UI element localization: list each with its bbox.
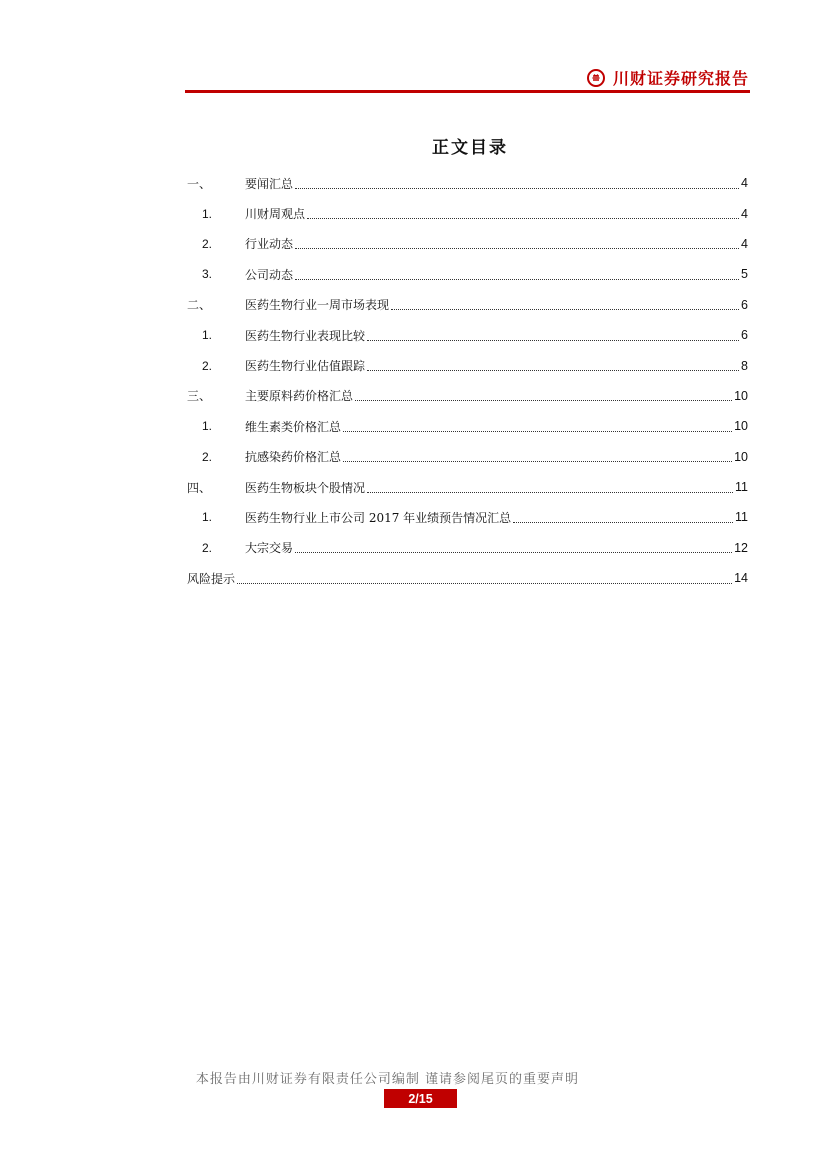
toc-leader-dots [367,492,733,493]
toc-entry-page: 6 [741,297,748,312]
toc-entry-label: 大宗交易 [245,541,294,556]
toc-entry-number: 2. [202,236,213,251]
toc-title: 正文目录 [432,138,508,158]
toc-entry[interactable] [187,381,748,411]
toc-entry-label: 医药生物行业估值跟踪 [245,359,366,374]
toc-entry[interactable] [187,502,748,532]
toc-entry-number: 1. [202,206,213,221]
toc-entry[interactable] [187,320,748,350]
toc-entry[interactable] [187,533,748,563]
toc-entry-label: 医药生物行业一周市场表现 [245,298,390,313]
toc-leader-dots [295,188,739,189]
toc-entry-page: 10 [734,388,748,403]
toc-entry[interactable] [187,350,748,380]
footer-disclaimer: 本报告由川财证券有限责任公司编制 谨请参阅尾页的重要声明 [195,1072,580,1087]
toc-entry-page: 8 [741,358,748,373]
toc-entry-label: 风险提示 [187,571,236,586]
toc-entry[interactable] [187,259,748,289]
toc-entry-page: 4 [741,236,748,251]
toc-entry-page: 4 [741,176,748,191]
toc-leader-dots [237,583,732,584]
toc-entry[interactable] [187,198,748,228]
toc-entry-label: 医药生物板块个股情况 [245,480,366,495]
toc-entry-label: 要闻汇总 [245,176,294,191]
toc-entry[interactable] [187,442,748,472]
toc-entry[interactable] [187,229,748,259]
toc-entry-label: 主要原料药价格汇总 [245,389,354,404]
toc-entry-number: 四、 [187,480,212,495]
toc-leader-dots [367,370,739,371]
toc-entry-label: 抗感染药价格汇总 [245,450,342,465]
toc-leader-dots [513,522,733,523]
toc-entry-page: 5 [741,267,748,282]
toc-entry-label: 行业动态 [245,237,294,252]
toc-entry-number: 1. [202,510,213,525]
toc-entry[interactable] [187,168,748,198]
toc-entry-number: 2. [202,540,213,555]
toc-entry-label: 公司动态 [245,267,294,282]
toc-leader-dots [355,400,732,401]
toc-entry-label: 医药生物行业上市公司 2017 年业绩预告情况汇总 [245,510,512,525]
toc-entry-label: 川财周观点 [245,207,306,222]
toc-leader-dots [343,431,732,432]
toc-entry-label: 维生素类价格汇总 [245,419,342,434]
toc-entry[interactable] [187,563,748,593]
toc-entry-page: 14 [734,571,748,586]
toc-entry-page: 11 [735,480,748,495]
toc-entry-number: 三、 [187,389,212,404]
toc-entry[interactable] [187,411,748,441]
toc-entry-page: 11 [735,510,748,525]
page-number-badge: 2/15 [384,1089,457,1108]
toc-leader-dots [295,552,732,553]
toc-entry-page: 6 [741,328,748,343]
toc-entry[interactable] [187,472,748,502]
toc-entry-number: 1. [202,419,213,434]
toc-leader-dots [343,461,732,462]
toc-entry-label: 医药生物行业表现比较 [245,328,366,343]
toc-entry-page: 10 [734,449,748,464]
toc-entry-page: 10 [734,419,748,434]
toc-leader-dots [307,218,739,219]
toc-entry-number: 2. [202,449,213,464]
table-of-contents [187,168,748,593]
toc-entry-number: 3. [202,267,213,282]
toc-entry[interactable] [187,290,748,320]
toc-entry-number: 1. [202,328,213,343]
chuancai-logo-icon [587,69,605,87]
toc-entry-number: 2. [202,358,213,373]
toc-entry-page: 12 [734,540,748,555]
header-divider [185,90,750,93]
toc-leader-dots [367,340,739,341]
report-header [587,66,749,89]
toc-entry-page: 4 [741,206,748,221]
toc-entry-number: 二、 [187,298,212,313]
toc-leader-dots [295,279,739,280]
toc-entry-number: 一、 [187,176,212,191]
header-title: 川财证券研究报告 [612,69,749,88]
toc-leader-dots [391,309,739,310]
toc-leader-dots [295,248,739,249]
